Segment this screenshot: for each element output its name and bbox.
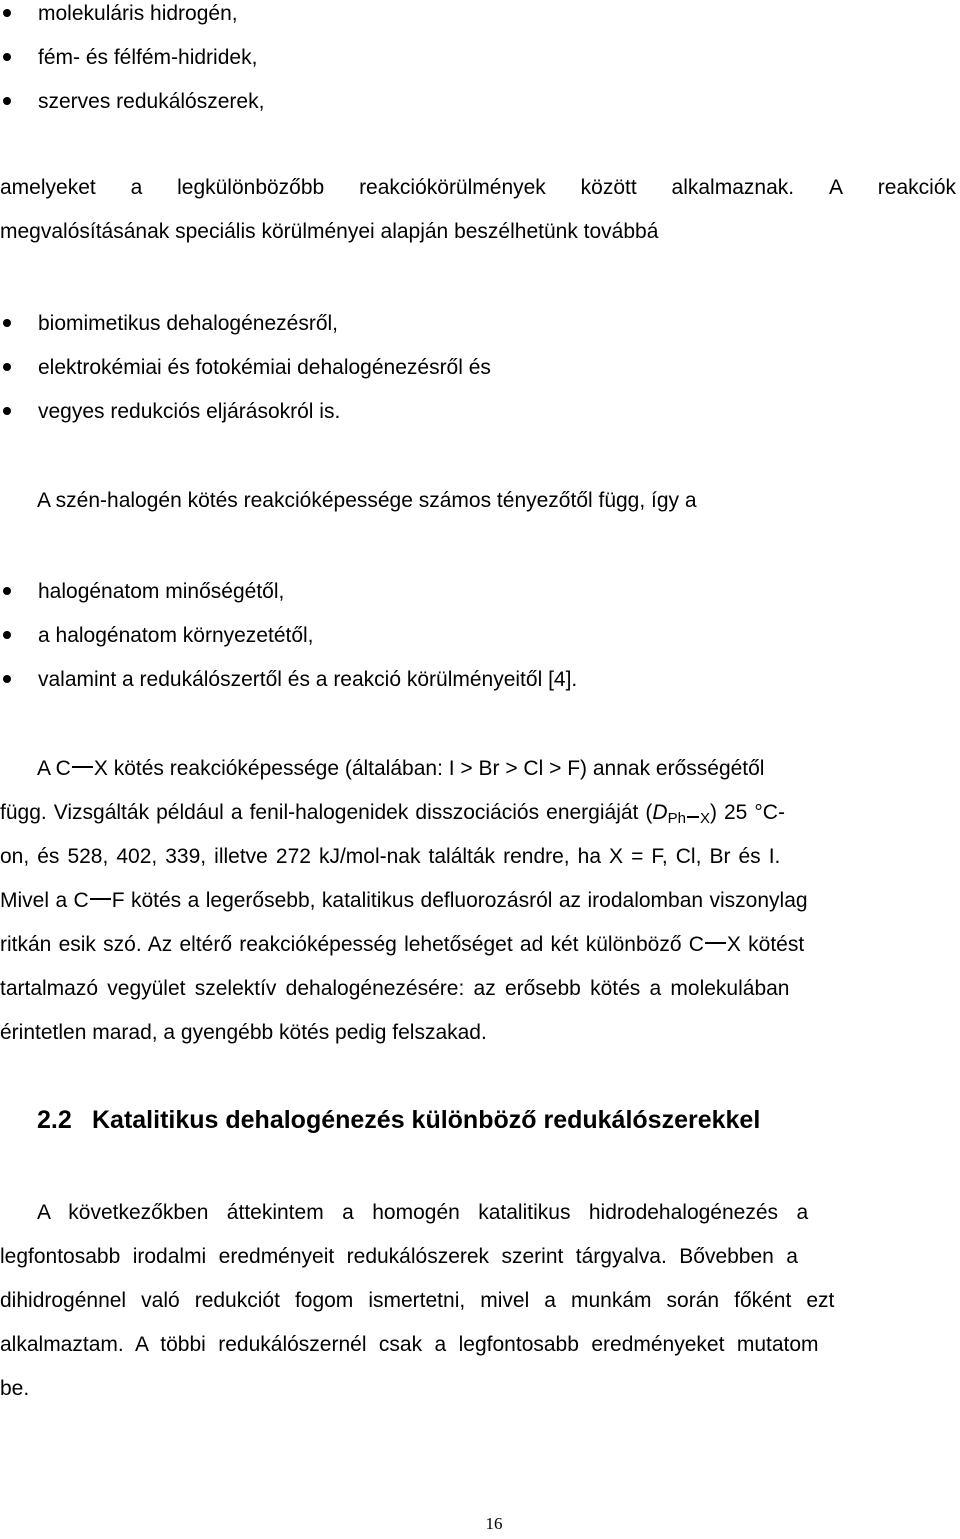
list-item [0, 390, 960, 434]
symbol-d: D [652, 801, 668, 824]
bullet-icon [3, 587, 11, 595]
bullet-icon [3, 407, 11, 415]
bullet-icon [3, 97, 11, 105]
bullet-icon [3, 9, 11, 17]
paragraph-bond-reactivity [0, 747, 956, 1055]
bullet-icon [3, 675, 11, 683]
text-segment: Mivel a C [0, 889, 89, 912]
section-heading [37, 1098, 760, 1142]
bullet-list-reducing-agents [0, 0, 960, 124]
word: legkülönbözőbb [177, 176, 325, 199]
paragraph-line: tartalmazó vegyület szelektív dehalogénezésére: az erősebb kötés a molekulában [0, 977, 790, 1000]
bullet-icon [3, 363, 11, 371]
text-segment: ritkán esik szó. Az eltérő reakcióképesség lehetőséget ad két különböző C [0, 933, 704, 956]
word: amelyeket [0, 176, 96, 199]
bullet-list-factors [0, 570, 960, 702]
list-item [0, 614, 960, 658]
paragraph-line: megvalósításának speciális körülményei alapján beszélhetünk továbbá [0, 220, 659, 243]
list-item-text: biomimetikus dehalogénezésről, [38, 312, 338, 335]
list-item [0, 658, 960, 702]
list-item [0, 36, 960, 80]
bullet-icon [3, 631, 11, 639]
paragraph-line: dihidrogénnel való redukciót fogom ismertetni, mivel a munkám során főként ezt [0, 1289, 835, 1312]
paragraph-line [0, 747, 956, 791]
line-segment [37, 747, 764, 791]
word: között [580, 176, 637, 199]
list-item-text: vegyes redukciós eljárásokról is. [38, 400, 341, 423]
list-item-text: elektrokémiai és fotokémiai dehalogénezésről és [38, 356, 491, 379]
list-item-text: valamint a redukálószertől és a reakció körülményeitől [4]. [38, 668, 578, 691]
paragraph-line [0, 166, 956, 210]
subscript-part: Ph [667, 810, 686, 827]
list-item-text: a halogénatom környezetétől, [38, 624, 314, 647]
word: A [828, 176, 843, 199]
list-item [0, 570, 960, 614]
bond-line-icon [90, 898, 111, 900]
paragraph-line [0, 879, 956, 923]
paragraph-line: A következőkben áttekintem a homogén katalitikus hidrodehalogénezés a [37, 1201, 809, 1224]
list-item-text: molekuláris hidrogén, [38, 2, 238, 25]
word: reakciók [877, 176, 956, 199]
list-item-text: szerves redukálószerek, [38, 90, 265, 113]
bullet-icon [3, 53, 11, 61]
bond-line-icon [705, 942, 726, 944]
text-segment: ) 25 °C- [709, 801, 785, 824]
text-segment: X kötést [726, 933, 805, 956]
text-segment: A C [37, 757, 71, 780]
paragraph-line: alkalmaztam. A többi redukálószernél csak a legfontosabb eredményeket mutatom [0, 1333, 819, 1356]
paragraph-line: érintetlen marad, a gyengébb kötés pedig felszakad. [0, 1021, 487, 1044]
section-number: 2.2 [37, 1106, 72, 1134]
list-item-text: fém- és félfém-hidridek, [38, 46, 258, 69]
bond-line-icon [72, 766, 93, 768]
list-item [0, 346, 960, 390]
subscript-part: X [699, 810, 710, 827]
bullet-list-methods [0, 302, 960, 434]
bond-line-icon [687, 816, 699, 818]
paragraph-line: on, és 528, 402, 339, illetve 272 kJ/mol-nak találták rendre, ha X = F, Cl, Br és I. [0, 845, 781, 868]
word: reakciókörülmények [359, 176, 546, 199]
text-segment: X kötés reakcióképessége (általában: I > Br > Cl > F) annak erősségétől [93, 757, 765, 780]
list-item-text: halogénatom minőségétől, [38, 580, 285, 603]
bullet-icon [3, 319, 11, 327]
paragraph-reactivity-factors: A szén-halogén kötés reakcióképessége számos tényezőtől függ, így a [37, 489, 697, 512]
section-title: Katalitikus dehalogénezés különböző redukálószerekkel [92, 1106, 761, 1134]
list-item [0, 80, 960, 124]
word: alkalmaznak. [671, 176, 795, 199]
paragraph-line: be. [0, 1377, 30, 1400]
list-item [0, 0, 960, 36]
text-segment: F kötés a legerősebb, katalitikus defluorozásról az irodalomban viszonylag [111, 889, 808, 912]
list-item [0, 302, 960, 346]
paragraph-line [0, 923, 956, 967]
paragraph-line [0, 791, 956, 835]
paragraph-overview [0, 1191, 956, 1411]
paragraph-line: legfontosabb irodalmi eredményeit redukálószerek szerint tárgyalva. Bővebben a [0, 1245, 798, 1268]
subscript [668, 810, 710, 827]
text-segment: függ. Vizsgálták például a fenil-halogenidek disszociációs energiáját ( [0, 801, 653, 824]
word: a [130, 176, 143, 199]
page-number: 16 [485, 1514, 503, 1533]
paragraph-reaction-conditions [0, 166, 956, 254]
